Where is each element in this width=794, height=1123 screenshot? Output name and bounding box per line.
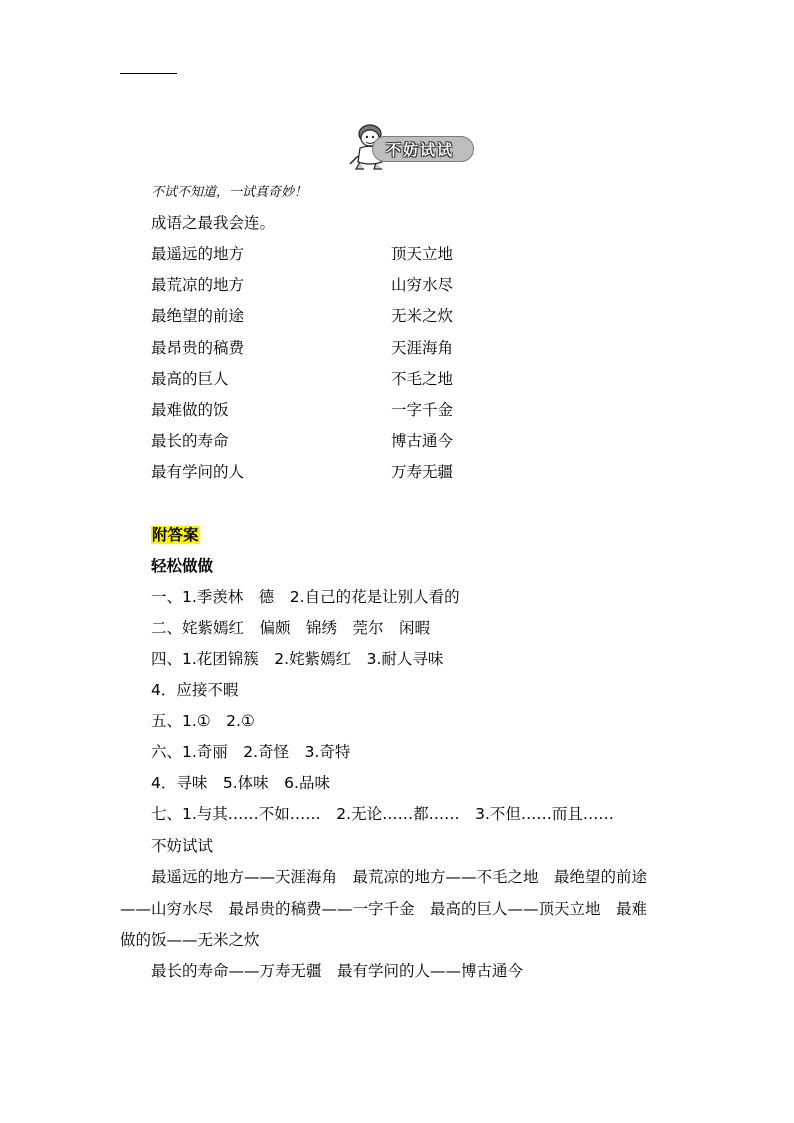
match-left-item: 最有学问的人 (151, 463, 245, 481)
answer-line: 六、1.奇丽 2.奇怪 3.奇特 (151, 743, 351, 761)
match-left-item: 最遥远的地方 (151, 245, 245, 263)
match-right-item: 山穷水尽 (391, 276, 454, 294)
answer-paragraph-line: 做的饭——无米之炊 (120, 931, 260, 949)
instruction: 成语之最我会连。 (151, 214, 276, 232)
answers-section-heading: 轻松做做 (151, 557, 214, 575)
motto: 不试不知道，一试真奇妙！ (151, 185, 308, 200)
answer-line: 二、姹紫嫣红 偏颇 锦绣 莞尔 闲暇 (151, 619, 431, 637)
match-left-item: 最荒凉的地方 (151, 276, 245, 294)
answers-title (151, 525, 200, 545)
answer-line: 七、1.与其……不如…… 2.无论……都…… 3.不但……而且…… (151, 805, 614, 823)
section-badge (346, 122, 478, 170)
match-right-item: 天涯海角 (391, 339, 454, 357)
header-rule (120, 73, 177, 74)
answers-section-heading: 不妨试试 (151, 837, 214, 855)
answer-line: 一、1.季羡林 德 2.自己的花是让别人看的 (151, 588, 460, 606)
match-right-item: 一字千金 (391, 401, 454, 419)
match-right-item: 博古通今 (391, 432, 454, 450)
match-left-item: 最昂贵的稿费 (151, 339, 245, 357)
answer-line: 4．寻味 5.体味 6.品味 (151, 774, 330, 792)
match-right-item: 万寿无疆 (391, 463, 454, 481)
match-left-item: 最绝望的前途 (151, 307, 245, 325)
match-left-item: 最长的寿命 (151, 432, 229, 450)
match-right-item: 无米之炊 (391, 307, 454, 325)
answer-line: 五、1.① 2.① (151, 712, 255, 730)
answers-title-text: 附答案 (152, 526, 199, 544)
match-right-item: 不毛之地 (391, 370, 454, 388)
answer-paragraph-line: ——山穷水尽 最昂贵的稿费——一字千金 最高的巨人——顶天立地 最难 (120, 900, 648, 918)
answer-paragraph-line: 最长的寿命——万寿无疆 最有学问的人——博古通今 (151, 962, 524, 980)
answer-paragraph-line: 最遥远的地方——天涯海角 最荒凉的地方——不毛之地 最绝望的前途 (151, 868, 648, 886)
answer-line: 4．应接不暇 (151, 681, 239, 699)
badge-label: 不妨试试 (386, 141, 455, 159)
match-left-item: 最难做的饭 (151, 401, 229, 419)
match-left-item: 最高的巨人 (151, 370, 229, 388)
match-right-item: 顶天立地 (391, 245, 454, 263)
answer-line: 四、1.花团锦簇 2.姹紫嫣红 3.耐人寻味 (151, 650, 444, 668)
